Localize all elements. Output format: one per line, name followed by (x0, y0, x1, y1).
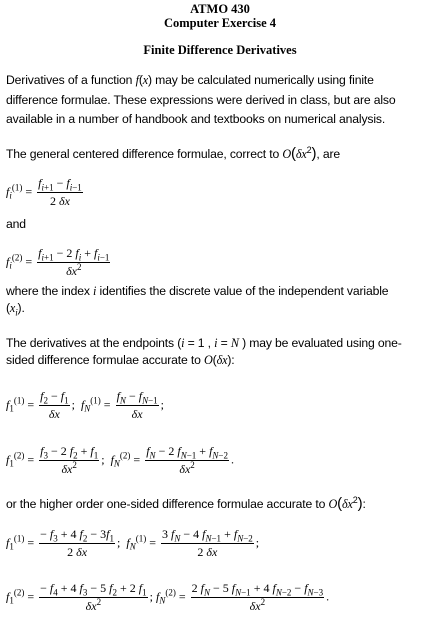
centered-second-derivative-formula: $f_i^{(2)}$ = $\frac{f_{i+1} - 2 f_i + f_{i-1}}{\delta x^2}$ (6, 246, 110, 278)
endpoints-line-2: sided difference formulae accurate to O(δx): (6, 353, 235, 367)
onesided-second-derivative-formulas: $f_1^{(2)}$ = $\frac{f_3 - 2 f_2 + f_1}{\delta x^2}$ ; $f_N^{(2)}$ = $\frac{f_N - 2 f_{N-1} + f_{N-2}}{\delta x^2}$ . (6, 444, 234, 476)
where-line-2: $(x_i)$. (6, 301, 25, 318)
intro-line-3: available in a number of handbook and textbooks on numerical analysis. (6, 112, 386, 126)
course-code: ATMO 430 (190, 2, 250, 16)
centered-intro: The general centered difference formulae, correct to $O(\delta x^2)$, are (6, 144, 341, 162)
intro-line-1: Derivatives of a function f(x) may be calculated numerically using finite (6, 73, 374, 87)
centered-first-derivative-formula: $f_i^{(1)}$ = $\frac{f_{i+1} - f_{i-1}}{2 \delta x}$ (6, 176, 82, 208)
onesided-first-derivative-formulas: $f_1^{(1)}$ = $\frac{f_2 - f_1}{\delta x}$ ; $f_N^{(1)}$ = $\frac{f_N - f_{N-1}}{\delta x}$ ; (6, 389, 164, 421)
higher-first-derivative-formulas: $f_1^{(1)}$ = $\frac{- f_3 + 4 f_2 - 3f_1}{2 \delta x}$ ; $f_N^{(1)}$ = $\frac{3 f_N - 4 f_{N-1} + f_{N-2}}{2 \delta x}$ ; (6, 527, 260, 559)
higher-second-derivative-formulas: $f_1^{(2)}$ = $\frac{- f_4 + 4 f_3 - 5 f_2 + 2 f_1}{\delta x^2}$ ; $f_N^{(2)}$ = $\frac{2 f_N - 5 f_{N-1} + 4 f_{N-2} - f_{N-3}}{\delta x^2}$ . (6, 581, 330, 613)
exercise-title: Computer Exercise 4 (163, 16, 277, 30)
higher-order-intro: or the higher order one-sided difference formulae accurate to $O(\delta x^2)$: (6, 494, 366, 512)
and-text: and (6, 217, 26, 231)
page-title: Finite Difference Derivatives (143, 43, 297, 57)
endpoints-line-1: The derivatives at the endpoints (i = 1 , i = N ) may be evaluated using one- (6, 336, 402, 350)
intro-line-2: difference formulae. These expressions were derived in class, but are also (6, 93, 396, 107)
where-line-1: where the index i identifies the discrete value of the independent variable (6, 284, 389, 298)
